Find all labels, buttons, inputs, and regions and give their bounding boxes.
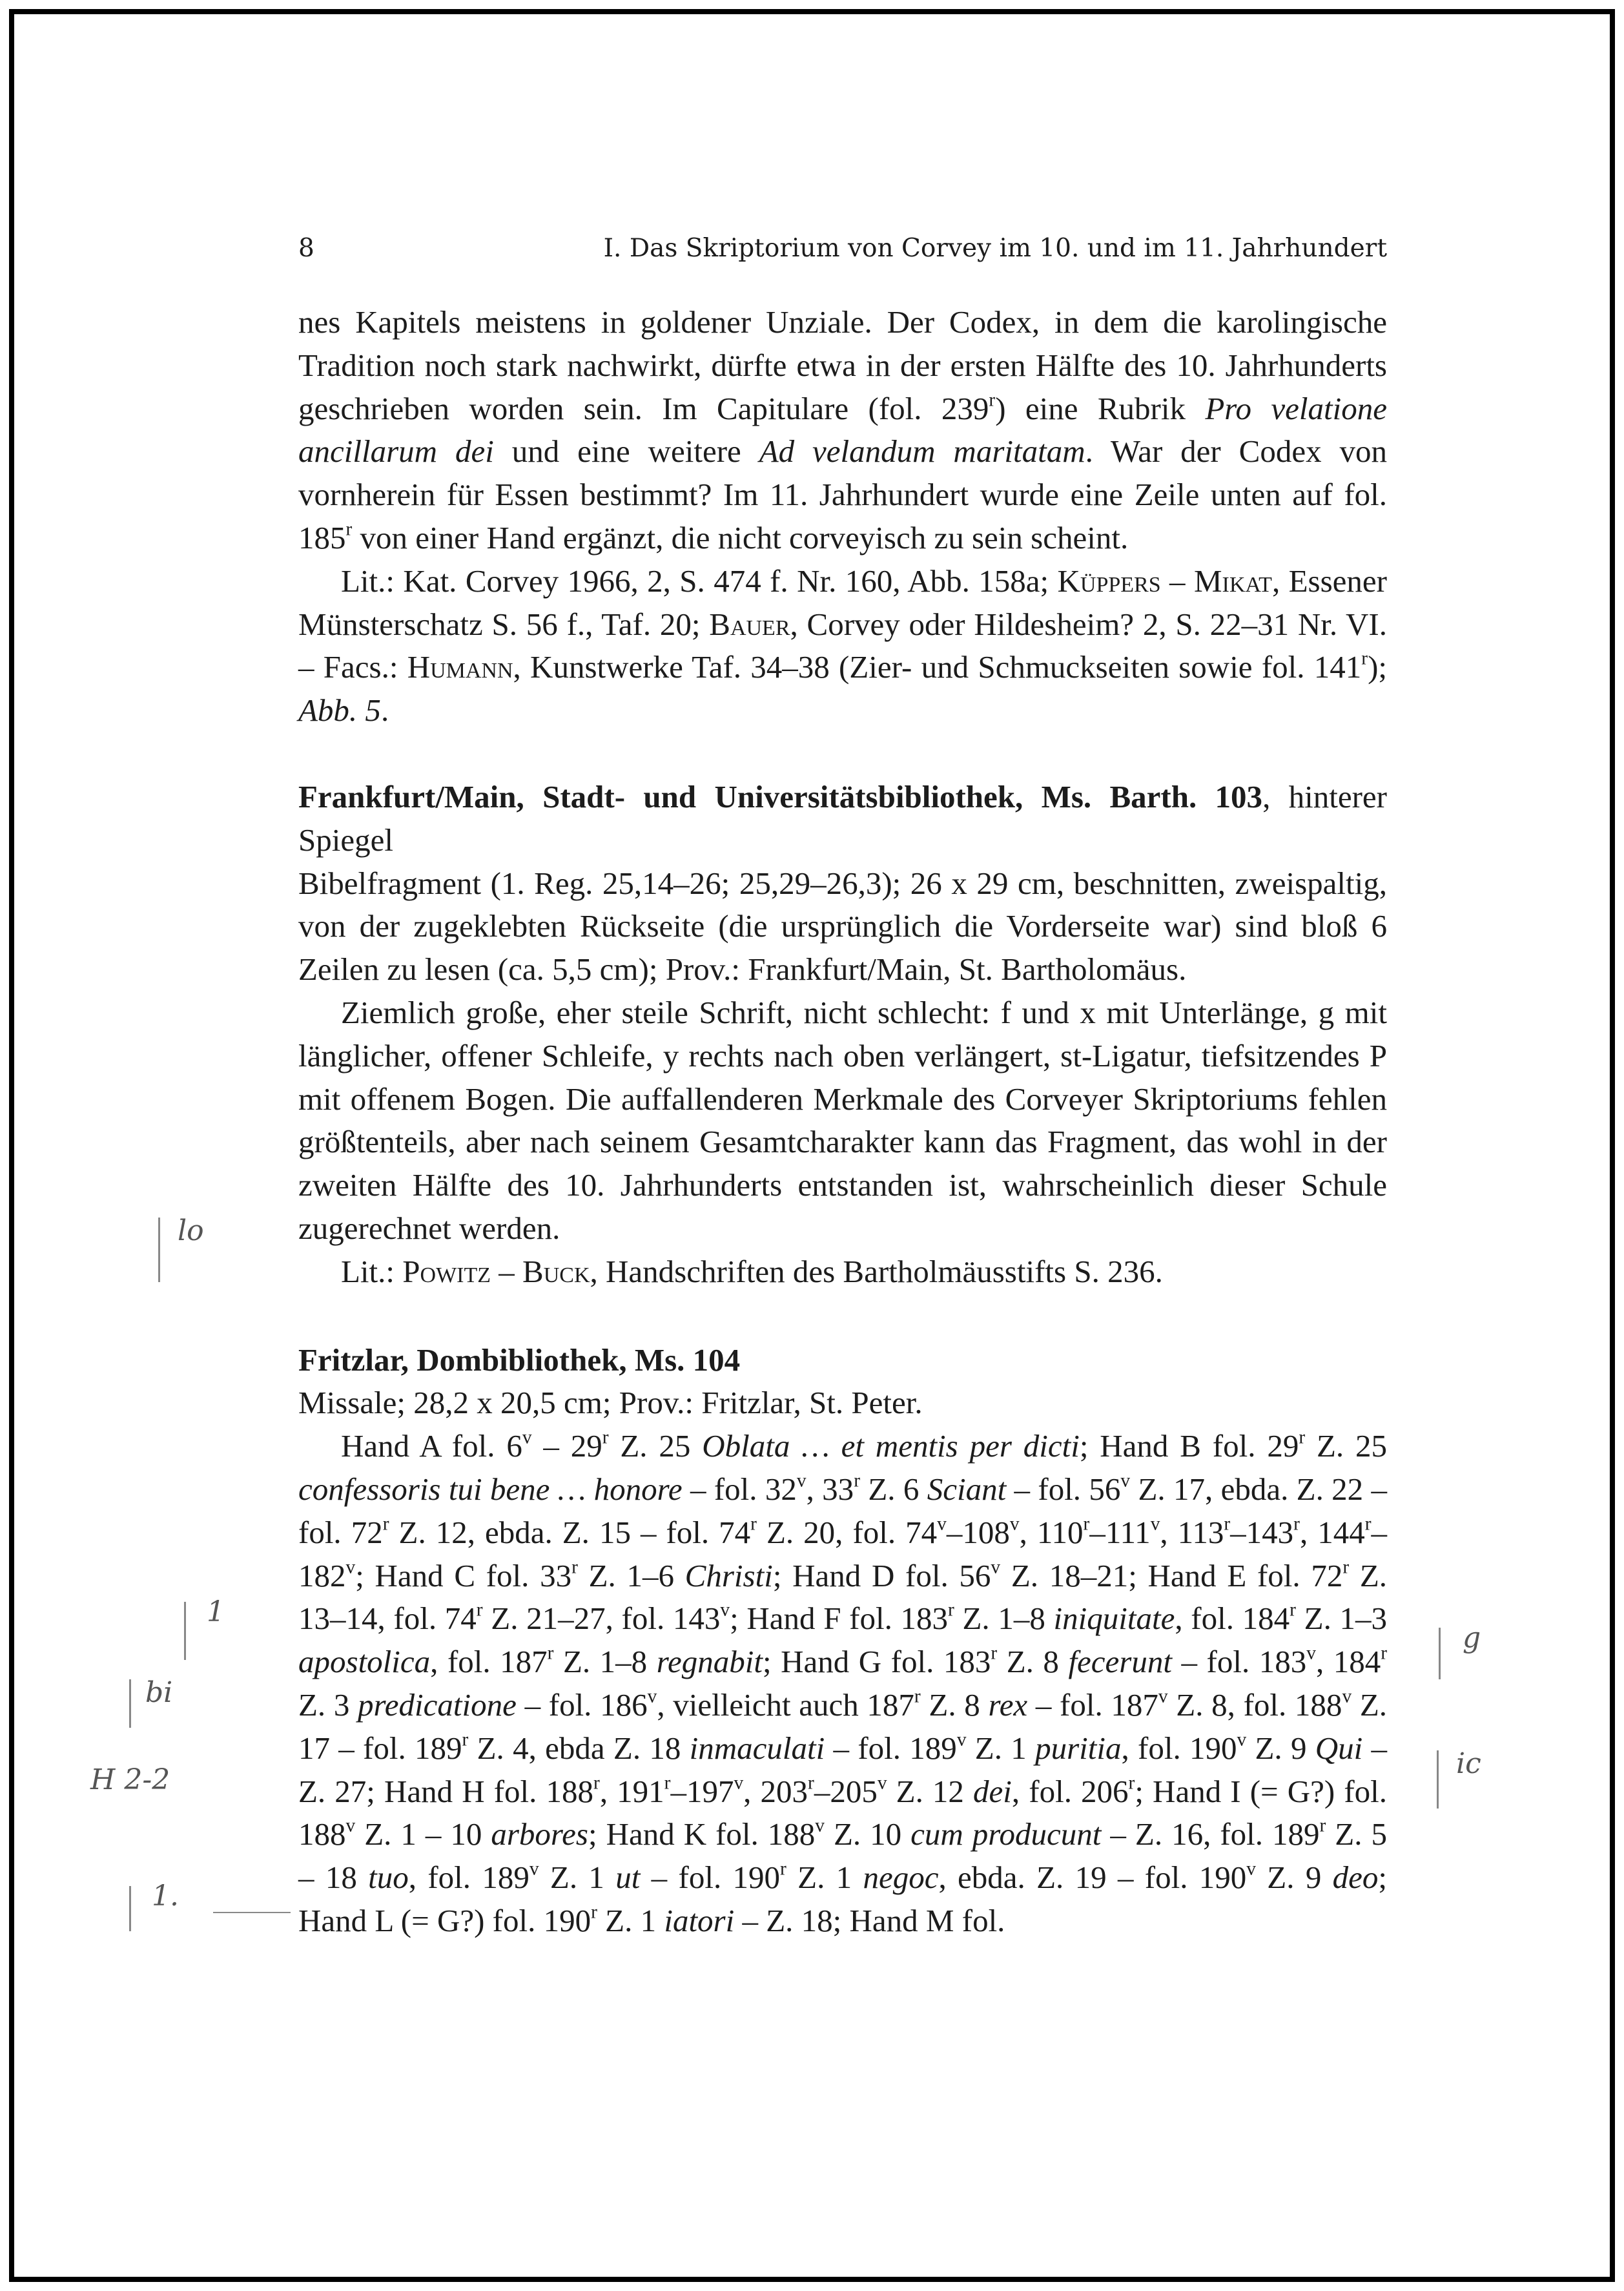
text-run: Z. 9 [1255, 1860, 1333, 1896]
italic-incipit: arbores [491, 1816, 588, 1852]
text-run: Z. 1–3 [1295, 1601, 1388, 1637]
superscript: v [815, 1815, 825, 1836]
superscript: r [1381, 1643, 1388, 1664]
text-run: –205 [814, 1773, 878, 1809]
superscript: v [720, 1599, 730, 1621]
superscript: r [1342, 1556, 1350, 1577]
frankfurt-literature [298, 1250, 1387, 1294]
text-run: – fol. 189 [825, 1730, 957, 1766]
text-run: – fol. 190 [640, 1860, 781, 1896]
superscript: r [991, 1643, 998, 1664]
text-run: , fol. 184 [1175, 1601, 1290, 1637]
superscript: r [1299, 1427, 1306, 1448]
superscript: r [571, 1556, 578, 1577]
text-run: – fol. 183 [1171, 1644, 1307, 1680]
superscript: r [750, 1513, 757, 1535]
superscript: v [1246, 1858, 1256, 1880]
superscript: v [991, 1556, 1001, 1577]
superscript: r [593, 1772, 600, 1793]
superscript: v [345, 1815, 356, 1836]
entry-heading: Fritzlar, Dombibliothek, Ms. 104 [298, 1342, 741, 1378]
text-run: nes Kapitels meistens in goldener Unziale. Der Codex, in dem die karolingische Tradition noch stark nachwirkt, dürfte etwa in der ersten Hälfte des 10. Jahrhunderts geschrieben worden sein. Im Capitulare (fol. 239 [298, 304, 1387, 426]
italic-incipit: inmaculati [689, 1730, 825, 1766]
superscript: v [647, 1686, 657, 1707]
text-run: Z. 8, fol. 188 [1167, 1686, 1342, 1723]
text-run: Z. 21–27, fol. 143 [482, 1601, 721, 1637]
fritzlar-heading [298, 1339, 1387, 1382]
text-run: , Corvey oder Hildesheim? 2, S. 22–31 Nr. VI. – Facs.: [298, 606, 1387, 685]
text-run: . [380, 692, 389, 729]
italic-incipit: Sciant [927, 1471, 1007, 1507]
margin-note-g: g [1463, 1621, 1481, 1654]
text-run: , fol. 187 [430, 1644, 548, 1680]
italic-incipit: deo [1332, 1860, 1379, 1896]
text-run: ; Hand C fol. 33 [355, 1557, 572, 1593]
margin-note-lo: lo [178, 1214, 204, 1247]
margin-underline [213, 1912, 291, 1913]
superscript: r [382, 1513, 389, 1535]
text-run: Z. 5 – 18 [298, 1816, 1387, 1896]
text-run: Z. 25 [608, 1428, 703, 1464]
superscript: v [956, 1729, 967, 1750]
italic-incipit: negoc [863, 1860, 939, 1896]
italic-incipit: Christi [684, 1557, 773, 1593]
italic-incipit: Qui [1315, 1730, 1363, 1766]
figure-ref: Abb. 5 [298, 692, 381, 729]
margin-note-1: 1 [207, 1595, 225, 1628]
margin-bracket [129, 1679, 131, 1728]
text-run: – fol. 187 [1027, 1686, 1158, 1723]
text-run: Z. 6 [859, 1471, 927, 1507]
text-run: Z. 1–8 [553, 1644, 657, 1680]
fritzlar-hands [298, 1425, 1387, 1943]
text-run: Z. 1 [539, 1860, 616, 1896]
text-run: , Handschriften des Bartholmäusstifts S. 236. [590, 1253, 1163, 1289]
text-run: Z. 1 [966, 1730, 1036, 1766]
italic-title: Pro velatione ancillarum dei [298, 390, 1387, 470]
superscript: v [529, 1858, 539, 1880]
text-run: , 203 [743, 1773, 808, 1809]
text-run: , 110 [1019, 1514, 1084, 1550]
body-text [298, 301, 1387, 1943]
text-run: – fol. 186 [516, 1686, 648, 1723]
superscript: v [345, 1556, 356, 1577]
superscript: r [345, 519, 353, 540]
superscript: r [1293, 1513, 1300, 1535]
margin-bracket [1437, 1750, 1439, 1809]
text-run: ) eine Rubrik [995, 390, 1206, 426]
text-run: –111 [1089, 1514, 1151, 1550]
superscript: v [1150, 1513, 1160, 1535]
italic-incipit: iatori [664, 1902, 735, 1938]
margin-bracket [158, 1218, 160, 1282]
text-run: Z. 1–6 [577, 1557, 685, 1593]
margin-note-1b: 1. [152, 1880, 179, 1913]
frankfurt-description: Bibelfragment (1. Reg. 25,14–26; 25,29–26,3); 26 x 29 cm, beschnitten, zweispaltig, von der zugeklebten Rückseite (die ursprünglich die Vorderseite war) sind bloß 6 Zeilen zu lesen (ca. 5,5 cm); Prov.: Frankfurt/Main, St. Bartholomäus. [298, 865, 1387, 988]
entry-heading: Frankfurt/Main, Stadt- und Universitätsbibliothek, Ms. Barth. 103 [298, 778, 1263, 814]
text-run: Hand A fol. 6 [341, 1428, 522, 1464]
page-header [298, 234, 1387, 273]
text-run: Z. 1 – 10 [355, 1816, 491, 1852]
text-run: Z. 1 [786, 1860, 863, 1896]
text-run: , Essener Münsterschatz S. 56 f., Taf. 20; [298, 563, 1387, 642]
text-run: Z. 20, fol. 74 [756, 1514, 938, 1550]
text-run: ; Hand I (= G?) fol. 188 [298, 1773, 1388, 1852]
text-run: , 184 [1315, 1644, 1381, 1680]
text-run: Z. 10 [825, 1816, 911, 1852]
text-run: –143 [1230, 1514, 1294, 1550]
margin-bracket [184, 1602, 186, 1660]
margin-note-bi: bi [145, 1676, 173, 1709]
text-run: Lit.: [341, 1253, 403, 1289]
text-run: Z. 12 [887, 1773, 974, 1809]
italic-incipit: ut [615, 1860, 641, 1896]
superscript: r [914, 1686, 921, 1707]
italic-incipit: confessoris tui bene … honore [298, 1471, 683, 1507]
author-name: Küppers – Mikat [1057, 563, 1272, 599]
superscript: r [602, 1427, 609, 1448]
essen-paragraph [298, 301, 1387, 560]
superscript: v [937, 1513, 947, 1535]
superscript: v [877, 1772, 887, 1793]
italic-incipit: predicatione [358, 1686, 517, 1723]
superscript: r [948, 1599, 954, 1621]
superscript: r [1224, 1513, 1231, 1535]
superscript: r [591, 1902, 597, 1923]
text-run: , 113 [1160, 1514, 1224, 1550]
text-run: und eine weitere [493, 433, 759, 470]
text-run: – fol. 56 [1006, 1471, 1121, 1507]
text-run: Z. 9 [1246, 1730, 1315, 1766]
superscript: v [1342, 1686, 1352, 1707]
text-run: –197 [670, 1773, 734, 1809]
superscript: v [734, 1772, 744, 1793]
superscript: r [1128, 1772, 1135, 1793]
superscript: r [664, 1772, 671, 1793]
text-run: , Kunstwerke Taf. 34–38 (Zier- und Schmuckseiten sowie fol. 141 [513, 649, 1362, 685]
superscript: r [1290, 1599, 1296, 1621]
text-run: – fol. 32 [682, 1471, 797, 1507]
text-run: Z. 8 [920, 1686, 989, 1723]
italic-incipit: tuo [368, 1860, 409, 1896]
superscript: v [796, 1470, 807, 1491]
text-run: von einer Hand ergänzt, die nicht corveyisch zu sein scheint. [352, 519, 1129, 555]
italic-incipit: fecerunt [1068, 1644, 1172, 1680]
superscript: v [1120, 1470, 1131, 1491]
text-run: ; Hand D fol. 56 [772, 1557, 991, 1593]
running-head: I. Das Skriptorium von Corvey im 10. und im 11. Jahrhundert [603, 234, 1387, 263]
superscript: r [1364, 1513, 1372, 1535]
frankfurt-heading [298, 776, 1387, 862]
text-run: Lit.: Kat. Corvey 1966, 2, S. 474 f. Nr. 160, Abb. 158a; [341, 563, 1058, 599]
margin-bracket [1439, 1628, 1441, 1679]
text-run: Z. 1–8 [954, 1601, 1054, 1637]
superscript: r [1319, 1815, 1326, 1836]
italic-incipit: Oblata … et mentis per dicti [702, 1428, 1080, 1464]
superscript: r [808, 1772, 814, 1793]
italic-title: Ad velandum maritatam [759, 433, 1085, 470]
italic-incipit: cum producunt [910, 1816, 1102, 1852]
text-run: , 33 [806, 1471, 854, 1507]
text-run: Z. 13–14, fol. 74 [298, 1557, 1387, 1637]
superscript: r [854, 1470, 860, 1491]
text-run: Z. 1 [597, 1902, 664, 1938]
text-run: ; Hand F fol. 183 [730, 1601, 949, 1637]
author-name: Humann [407, 649, 513, 685]
text-run: , vielleicht auch 187 [657, 1686, 914, 1723]
text-run: ; Hand G fol. 183 [762, 1644, 991, 1680]
text-run: – Z. 27; Hand H fol. 188 [298, 1730, 1388, 1809]
text-run: , hinterer Spiegel [298, 778, 1387, 858]
author-name: Bauer [709, 606, 790, 642]
text-run: – Z. 18; Hand M fol. [734, 1902, 1005, 1938]
margin-note-ic: ic [1456, 1747, 1481, 1780]
superscript: v [1009, 1513, 1020, 1535]
text-run: , fol. 189 [408, 1860, 529, 1896]
text-run: ); [1368, 649, 1387, 685]
superscript: v [1158, 1686, 1168, 1707]
superscript: r [780, 1858, 786, 1880]
superscript: r [989, 389, 996, 411]
text-run: ; Hand B fol. 29 [1079, 1428, 1299, 1464]
text-run: Z. 4, ebda Z. 18 [468, 1730, 690, 1766]
page-number: 8 [298, 234, 314, 263]
text-run: –182 [298, 1514, 1387, 1593]
text-run: ; Hand K fol. 188 [588, 1816, 816, 1852]
superscript: r [1361, 648, 1368, 669]
text-run: Z. 3 [298, 1686, 358, 1723]
text-run: , fol. 206 [1011, 1773, 1129, 1809]
text-run: . War der Codex von vornherein für Essen bestimmt? Im 11. Jahrhundert wurde eine Zeile unten auf fol. 185 [298, 433, 1387, 555]
author-name: Powitz – Buck [402, 1253, 590, 1289]
text-run: Z. 18–21; Hand E fol. 72 [1000, 1557, 1343, 1593]
italic-incipit: iniquitate [1053, 1601, 1175, 1637]
superscript: v [1306, 1643, 1316, 1664]
text-run: Z. 17, ebda. Z. 22 – fol. 72 [298, 1471, 1388, 1550]
text-run: – Z. 16, fol. 189 [1101, 1816, 1320, 1852]
text-run: , ebda. Z. 19 – fol. 190 [938, 1860, 1247, 1896]
text-run: , fol. 190 [1121, 1730, 1237, 1766]
text-run: Z. 12, ebda. Z. 15 – fol. 74 [389, 1514, 751, 1550]
text-run: Z. 17 – fol. 189 [298, 1686, 1387, 1766]
frankfurt-body: Ziemlich große, eher steile Schrift, nicht schlecht: f und x mit Unterlänge, g mit länglicher, offener Schleife, y rechts nach oben verlängert, st-Ligatur, tiefsitzendes P mit offenem Bogen. Die auffallenderen Merkmale des Corveyer Skriptoriums fehlen größtenteils, aber nach seinem Gesamtcharakter kann das Fragment, das wohl in der zweiten Hälfte des 10. Jahrhunderts entstanden ist, wahrscheinlich dieser Schule zugerechnet werden. [298, 994, 1387, 1246]
italic-incipit: puritia [1035, 1730, 1122, 1766]
text-run: – 29 [531, 1428, 602, 1464]
italic-incipit: dei [973, 1773, 1012, 1809]
italic-incipit: regnabit [656, 1644, 763, 1680]
margin-bracket [129, 1886, 131, 1931]
margin-note-h22: H 2-2 [90, 1763, 170, 1796]
superscript: r [547, 1643, 554, 1664]
italic-incipit: rex [988, 1686, 1028, 1723]
superscript: v [1237, 1729, 1247, 1750]
text-run: Z. 25 [1305, 1428, 1387, 1464]
text-run: Z. 8 [997, 1644, 1069, 1680]
text-run: , 144 [1299, 1514, 1365, 1550]
text-run: , 191 [599, 1773, 664, 1809]
text-run: –108 [946, 1514, 1010, 1550]
superscript: v [522, 1427, 532, 1448]
text-run: ; Hand L (= G?) fol. 190 [298, 1860, 1388, 1938]
italic-incipit: apostolica [298, 1644, 431, 1680]
essen-literature [298, 560, 1387, 732]
superscript: r [1083, 1513, 1090, 1535]
superscript: r [462, 1729, 469, 1750]
superscript: r [476, 1599, 483, 1621]
fritzlar-description: Missale; 28,2 x 20,5 cm; Prov.: Fritzlar, St. Peter. [298, 1385, 923, 1421]
